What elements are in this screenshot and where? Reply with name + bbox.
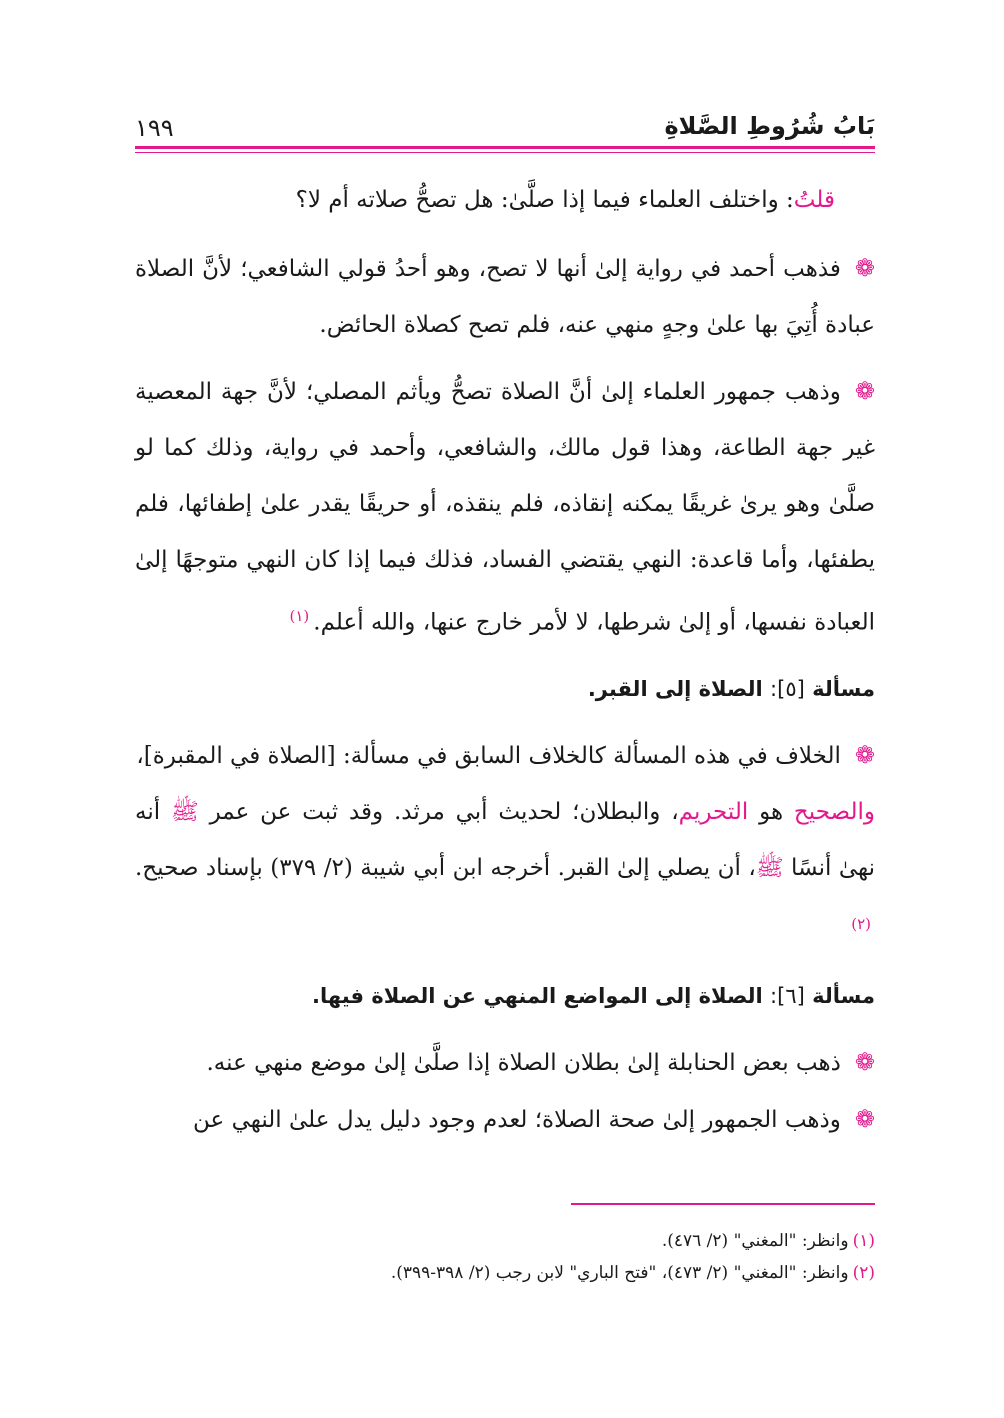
- issue-title: الصلاة إلى المواضع المنهي عن الصلاة فيها.: [311, 984, 763, 1009]
- issue-number: [٥]:: [770, 676, 805, 701]
- paragraph-6-text: ذهب بعض الحنابلة إلىٰ بطلان الصلاة إذا صلَّىٰ إلىٰ موضع منهي عنه.: [206, 1050, 841, 1077]
- footnote-divider: [571, 1203, 875, 1205]
- page-content: [135, 172, 875, 1158]
- footnote-text: وانظر: "المغني" (٢/ ٤٧٣)، "فتح الباري" لابن رجب (٢/ ٣٩٨-٣٩٩).: [390, 1263, 849, 1283]
- paragraph-7-text: وذهب الجمهور إلىٰ صحة الصلاة؛ لعدم وجود دليل يدل علىٰ النهي عن: [193, 1107, 841, 1134]
- footnote-number: (١): [852, 1231, 875, 1251]
- issue-label: مسألة: [812, 676, 875, 701]
- footnote-2: [135, 1257, 875, 1289]
- paragraph-1: [135, 172, 875, 228]
- issue-label: مسألة: [812, 984, 875, 1009]
- flower-ornament-icon: ❁: [854, 377, 875, 405]
- footnote-text: وانظر: "المغني" (٢/ ٤٧٦).: [661, 1231, 849, 1251]
- paragraph-6: [135, 1034, 875, 1091]
- running-header: [135, 112, 875, 148]
- paragraph-5-mid: هو: [748, 798, 794, 825]
- header-rule-thick: [135, 146, 875, 149]
- paragraph-5: [135, 784, 875, 959]
- sahih-lead: والصحيح: [793, 798, 876, 825]
- honorific-icon: ﷺ: [755, 854, 784, 881]
- paragraph-3-text: وذهب جمهور العلماء إلىٰ أنَّ الصلاة تصحُّ ويأثم المصلي؛ لأنَّ جهة المعصية غير جهة الطاعة، وهذا قول مالك، والشافعي، وأحمد في رواية، وذلك كما لو صلَّىٰ وهو يرىٰ غريقًا يمكنه إنقاذه، فلم ينقذه، أو حريقًا يقدر علىٰ إطفائها، فلم يطفئها، وأما قاعدة: النهي يقتضي الفساد، فذلك فيما إذا كان النهي متوجهًا إلىٰ العبادة نفسها، أو إلىٰ شرطها، لا لأمر خارج عنها، والله أعلم.: [135, 379, 875, 636]
- issue-number: [٦]:: [770, 984, 805, 1009]
- flower-ornament-icon: ❁: [854, 740, 875, 769]
- qultu-lead: قلتُ: [793, 187, 835, 213]
- chapter-title: بَابُ شُرُوطِ الصَّلاةِ: [664, 112, 875, 140]
- paragraph-4: [135, 727, 875, 784]
- flower-ornament-icon: ❁: [854, 254, 875, 282]
- book-page: [135, 0, 875, 1418]
- footnote-ref-1[interactable]: (١): [289, 607, 310, 625]
- footnote-number: (٢): [852, 1263, 875, 1283]
- paragraph-5-text: ، والبطلان؛ لحديث أبي مرثد. وقد ثبت عن عمر: [198, 798, 679, 825]
- issue-title: الصلاة إلى القبر.: [587, 676, 763, 701]
- page-number: ١٩٩: [135, 114, 174, 142]
- paragraph-3: [135, 363, 875, 651]
- paragraph-2: [135, 240, 875, 353]
- paragraph-5-text2: أنه نهىٰ أنسًا: [135, 798, 875, 881]
- issue-heading-5: [135, 661, 875, 717]
- footnote-ref-2[interactable]: (٢): [851, 914, 871, 933]
- paragraph-7: [135, 1091, 875, 1148]
- flower-ornament-icon: ❁: [854, 1048, 875, 1077]
- footnote-1: [135, 1225, 875, 1257]
- flower-ornament-icon: ❁: [854, 1105, 875, 1134]
- paragraph-2-text: فذهب أحمد في رواية إلىٰ أنها لا تصح، وهو أحدُ قولي الشافعي؛ لأنَّ الصلاة عبادة أُتِيَ بها علىٰ وجهٍ منهي عنه، فلم تصح كصلاة الحائض.: [135, 256, 875, 338]
- footnotes: [135, 1225, 875, 1289]
- paragraph-4-text: الخلاف في هذه المسألة كالخلاف السابق في مسألة: [الصلاة في المقبرة]،: [136, 742, 841, 769]
- paragraph-5-text3: ، أن يصلي إلىٰ القبر. أخرجه ابن أبي شيبة (٢/ ٣٧٩) بإسناد صحيح.: [135, 854, 756, 881]
- header-rule-thin: [135, 152, 875, 153]
- tahrim-word: التحريم: [678, 798, 749, 825]
- paragraph-1-text: : واختلف العلماء فيما إذا صلَّىٰ: هل تصحُّ صلاته أم لا؟: [295, 187, 794, 213]
- honorific-icon: ﷺ: [170, 798, 199, 825]
- issue-heading-6: [135, 968, 875, 1024]
